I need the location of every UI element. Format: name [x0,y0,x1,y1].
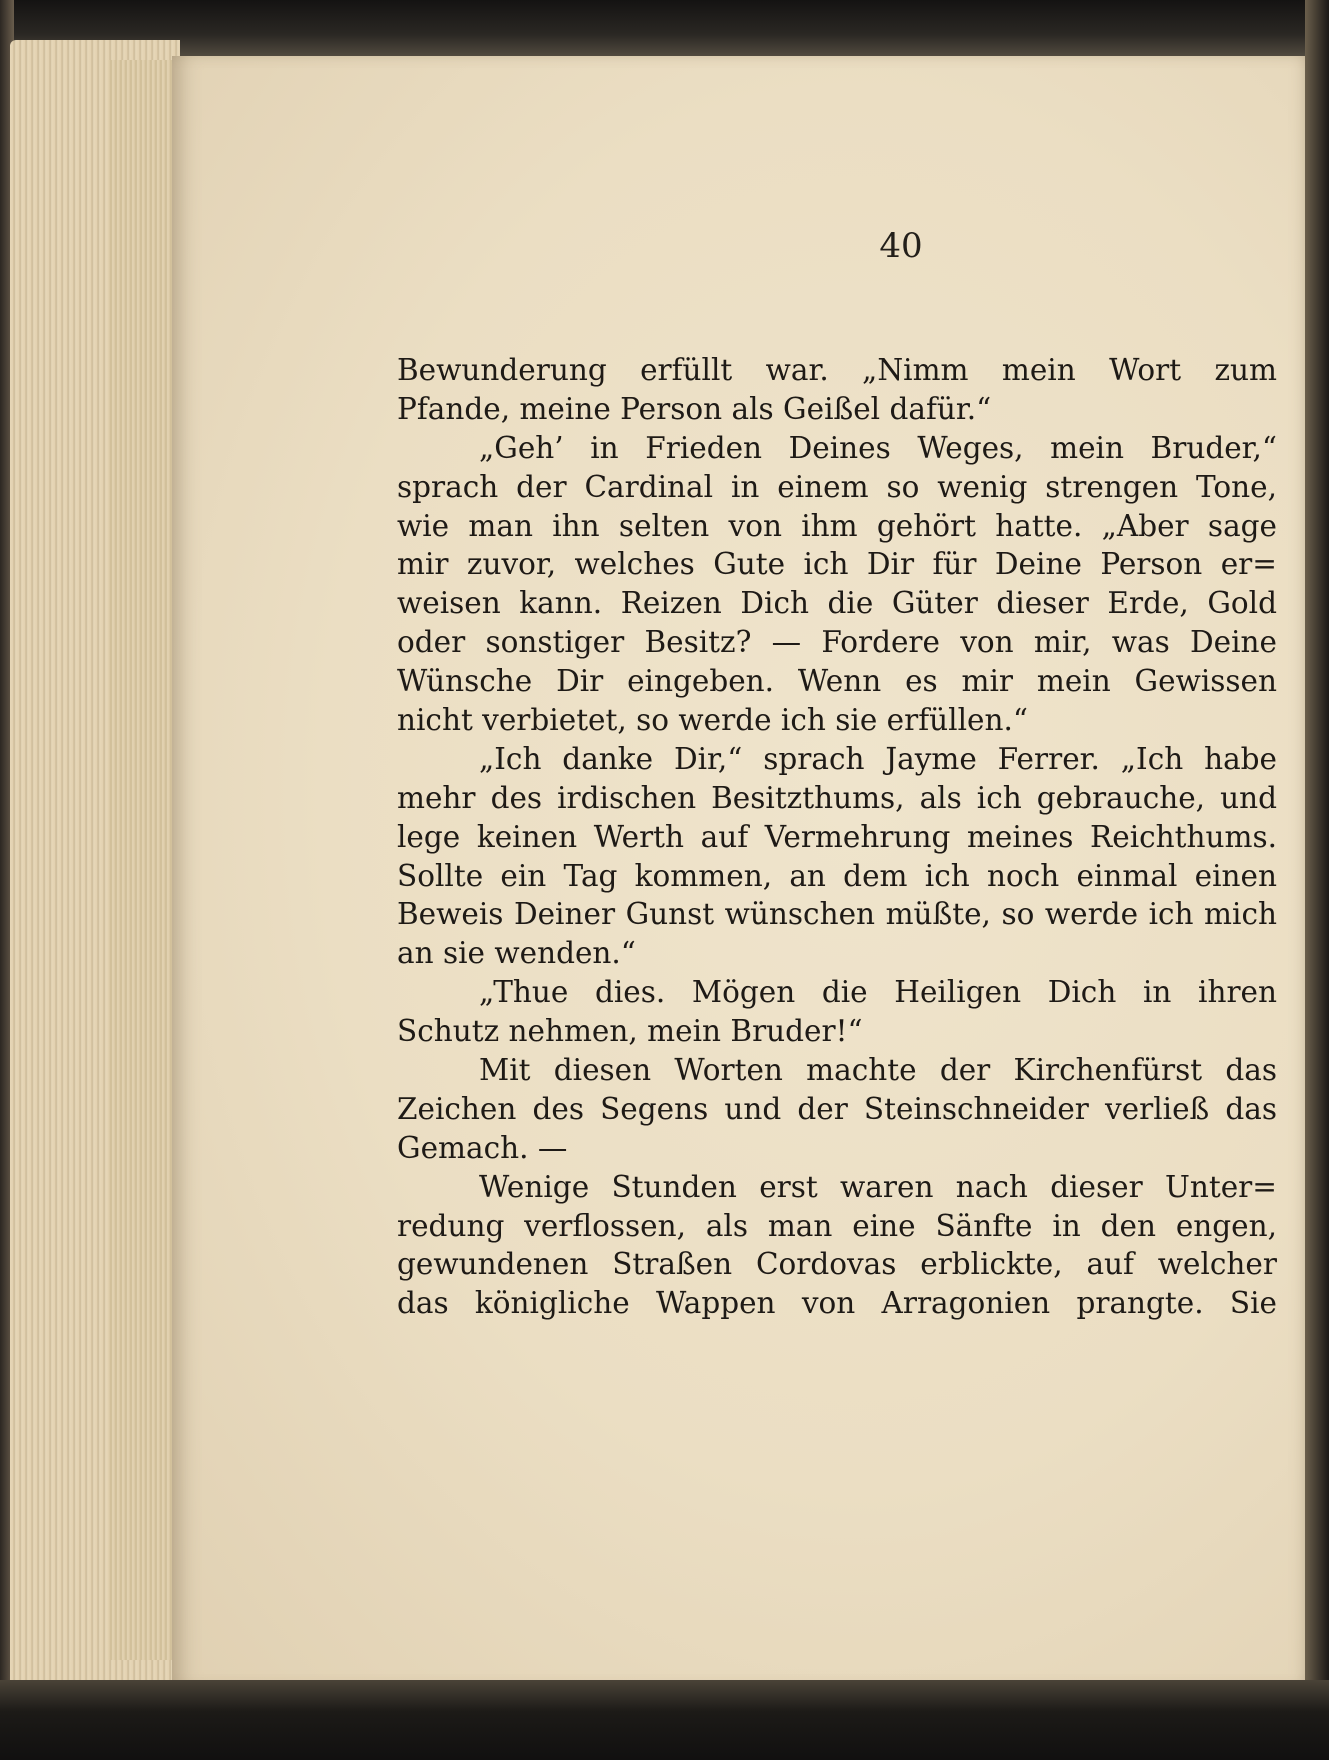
book-cover-top-edge [0,0,1329,62]
body-text [397,351,1277,1323]
text-line: mehr des irdischen Besitzthums, als ich gebrauche, und [397,780,1277,815]
text-line: sprach der Cardinal in einem so wenig strengen Tone, [397,469,1277,504]
text-line: an sie wenden.“ [397,936,636,971]
book-cover-bottom-edge [0,1680,1329,1760]
text-line: nicht verbietet, so werde ich sie erfüllen.“ [397,703,1028,738]
text-line: Sollte ein Tag kommen, an dem ich noch einmal einen [397,858,1277,893]
text-line: Zeichen des Segens und der Steinschneider verließ das [397,1091,1277,1126]
text-line: „Thue dies. Mögen die Heiligen Dich in ihren [479,975,1277,1010]
text-line: Wenige Stunden erst waren nach dieser Unter= [479,1169,1277,1204]
book-cover-right-edge [1305,0,1329,1760]
text-line: oder sonstiger Besitz? — Fordere von mir, was Deine [397,625,1277,660]
page-stack-gutter [108,60,180,1660]
text-line: gewundenen Straßen Cordovas erblickte, auf welcher [397,1247,1277,1282]
text-line: Bewunderung erfüllt war. „Nimm mein Wort zum [397,353,1277,387]
text-line: lege keinen Werth auf Vermehrung meines Reichthums. [397,819,1277,854]
text-line: Beweis Deiner Gunst wünschen müßte, so werde ich mich [397,897,1277,932]
book-page [172,56,1310,1686]
text-line: „Geh’ in Frieden Deines Weges, mein Bruder,“ [479,430,1277,465]
text-line: das königliche Wappen von Arragonien prangte. Sie [397,1286,1277,1321]
text-line: Schutz nehmen, mein Bruder!“ [397,1014,863,1049]
text-line: Wünsche Dir eingeben. Wenn es mir mein Gewissen [397,664,1277,699]
text-line: wie man ihn selten von ihm gehört hatte. „Aber sage [397,508,1277,543]
text-line: Gemach. — [397,1130,568,1165]
text-line: „Ich danke Dir,“ sprach Jayme Ferrer. „Ich habe [479,741,1277,776]
text-line: weisen kann. Reizen Dich die Güter dieser Erde, Gold [397,586,1277,621]
text-line: mir zuvor, welches Gute ich Dir für Deine Person er= [397,547,1277,582]
text-line: Mit diesen Worten machte der Kirchenfürst das [479,1053,1277,1088]
page-number: 40 [879,226,923,266]
text-line: redung verflossen, als man eine Sänfte in den engen, [397,1208,1277,1243]
text-line: Pfande, meine Person als Geißel dafür.“ [397,391,992,426]
